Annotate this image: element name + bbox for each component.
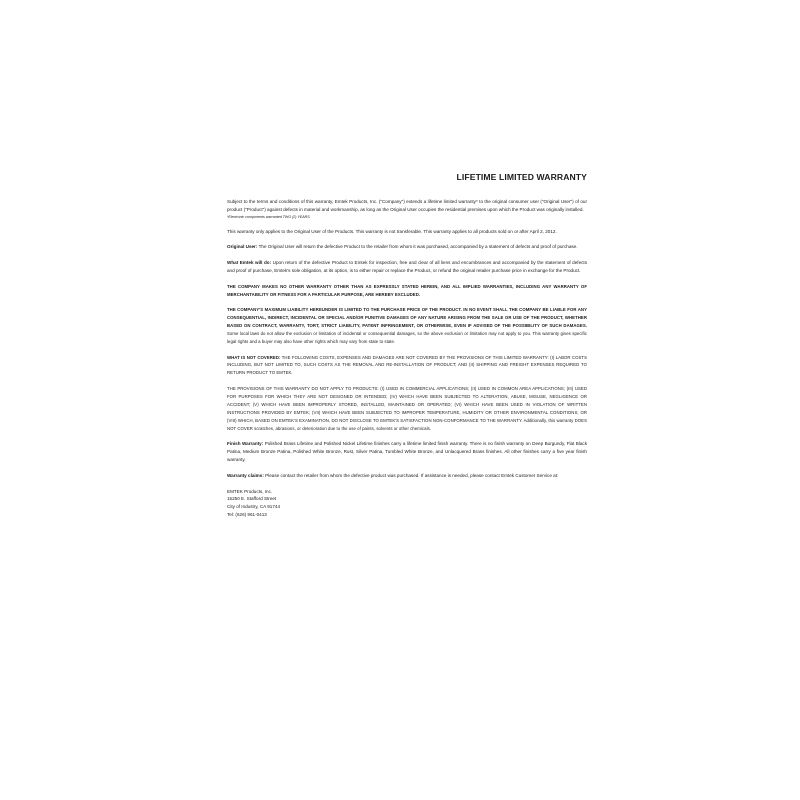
applies-paragraph: This warranty only applies to the Original User of the Products. This warranty is not transferable. This warranty applies to all products sold on or after April 2, 2012. <box>227 228 557 234</box>
intro-footnote: *Electronic components warranted TWO (2) YEARS <box>227 214 310 219</box>
not-covered-paragraph <box>227 354 587 378</box>
provisions-paragraph <box>227 385 587 432</box>
not-covered-text: THE FOLLOWING COSTS, EXPENSES AND DAMAGES ARE NOT COVERED BY THE PROVISIONS OF THIS LIMITED WARRANTY: (I) LABOR COSTS INCLUDING, BUT NOT LIMITED TO, SUCH COSTS AS THE REMOVAL AND RE-INSTALLATION OF PRODUCT; AND (II) SHIPPING AND FREIGHT EXPENSES REQUIRED TO RETURN PRODUCT TO EMTEK. <box>227 354 587 376</box>
address-phone: Tel: (626) 961-0413 <box>227 512 267 518</box>
company-address <box>227 488 587 520</box>
original-user-heading: Original User: <box>227 244 258 250</box>
emtek-will-do-paragraph <box>227 259 587 275</box>
finish-warranty-text: Polished Brass Lifetime and Polished Nickel Lifetime finishes carry a lifetime limited finish warranty. There is no finish warranty on Deep Burgundy, Flat Black Patina, Medium Bronze Patina, Polished White Bronze, Rust, Silver Patina, Tumbled White Bronze, and Unlacquered Brass finishes. All other finishes carry a five year finish warranty. <box>227 441 587 463</box>
warranty-claims-paragraph <box>227 472 587 480</box>
emtek-will-do-text: Upon return of the defective Product to Emtek for inspection, free and clear of all liens and encumbrances and accompanied by the statement of defects and proof of purchase, Emtek's sole obligation, at its option, is to either repair or replace the Product, or refund the original retailer purchase price in exchange for the Product. <box>227 260 587 273</box>
max-liability-text: Some local laws do not allow the exclusion or limitation of incidental or consequential damages, so the above exclusion or limitation may not apply to you. This warranty gives specific legal rights and a buyer may also have other rights which may vary from state to state. <box>227 330 587 344</box>
finish-warranty-paragraph <box>227 440 587 464</box>
address-city: City of Industry, CA 91744 <box>227 504 281 510</box>
intro-paragraph <box>227 198 587 220</box>
no-other-warranty-paragraph: THE COMPANY MAKES NO OTHER WARRANTY OTHER THAN AS EXPRESSLY STATED HEREIN, AND ALL IMPLIED WARRANTIES, INCLUDING ANY WARRANTY OF MERCHANTABILITY OR FITNESS FOR A PARTICULAR PURPOSE, ARE HEREBY EXCLUDED. <box>227 283 587 297</box>
provisions-rest-text: Additionally, this warranty DOES NOT COVER scratches, abrasions, or deterioration due to the use of paints, solvents or other chemicals. <box>227 417 587 431</box>
address-street: 15250 E. Stafford Street <box>227 496 277 502</box>
original-user-text: The Original User will return the defective Product to the retailer from whom it was purchased, accompanied by a statement of defects and proof of purchase. <box>257 244 578 250</box>
max-liability-bold-text: THE COMPANY'S MAXIMUM LIABILITY HEREUNDER IS LIMITED TO THE PURCHASE PRICE OF THE PRODUCT. IN NO EVENT SHALL THE COMPANY BE LIABLE FOR ANY CONSEQUENTIAL, INDIRECT, INCIDENTAL OR SPECIAL AND/OR PUNITIVE DAMAGES OF ANY NATURE ARISING FROM THE SALE OR USE OF THE PRODUCT, WHETHER BASED ON CONTRACT, WARRANTY, TORT, STRICT LIABILITY, PATENT INFRINGEMENT, OR OTHERWISE, EVEN IF ADVISED OF THE POSSIBILITY OF SUCH DAMAGES. <box>227 307 587 329</box>
intro-text: Subject to the terms and conditions of this warranty, Emtek Products, Inc. ("Company") extends a lifetime limited warranty* to the original consumer user ("Original User") of our product ("Product") against defects in material and workmanship, as long as the Original User occupies the residential premises upon which the Product was originally installed. <box>227 199 587 212</box>
address-company: EMTEK Products, Inc. <box>227 488 273 494</box>
emtek-will-do-heading: What Emtek will do: <box>227 260 272 266</box>
finish-warranty-heading: Finish Warranty: <box>227 441 264 447</box>
document-title: LIFETIME LIMITED WARRANTY <box>456 172 587 182</box>
warranty-body <box>227 198 587 519</box>
original-user-paragraph <box>227 243 587 251</box>
warranty-claims-text: Please contact the retailer from whom the defective product was purchased. If assistance is needed, please contact Emtek Customer Service at: <box>263 472 559 478</box>
provisions-text: THE PROVISIONS OF THIS WARRANTY DO NOT APPLY TO PRODUCTS: (I) USED IN COMMERCIAL APPLICATIONS; (II) USED IN COMMON AREA APPLICATIONS; (III) USED FOR PURPOSES FOR WHICH THEY ARE NOT DESIGNED OR INTENDED; (IV) WHICH HAVE BEEN SUBJECTED TO ALTERATION, ABUSE, MISUSE, NEGLIGENCE OR ACCIDENT; (V) WHICH HAVE BEEN IMPROPERLY STORED, INSTALLED, MAINTAINED OR OPERATED; (VI) WHICH HAVE BEEN USED IN VIOLATION OF WRITTEN INSTRUCTIONS PROVIDED BY EMTEK; (VII) WHICH HAVE BEEN SUBJECTED TO IMPROPER TEMPERATURE, HUMIDITY OR OTHER ENVIRONMENTAL CONDITIONS; OR (VIII) WHICH, BASED ON EMTEK'S EXAMINATION, DO NOT DISCLOSE TO EMTEK'S SATISFACTION NON-CONFORMANCE TO THE WARRANTY. <box>227 386 587 423</box>
max-liability-paragraph <box>227 306 587 346</box>
not-covered-heading: WHAT IS NOT COVERED: <box>227 354 281 360</box>
warranty-claims-heading: Warranty claims: <box>227 472 264 478</box>
